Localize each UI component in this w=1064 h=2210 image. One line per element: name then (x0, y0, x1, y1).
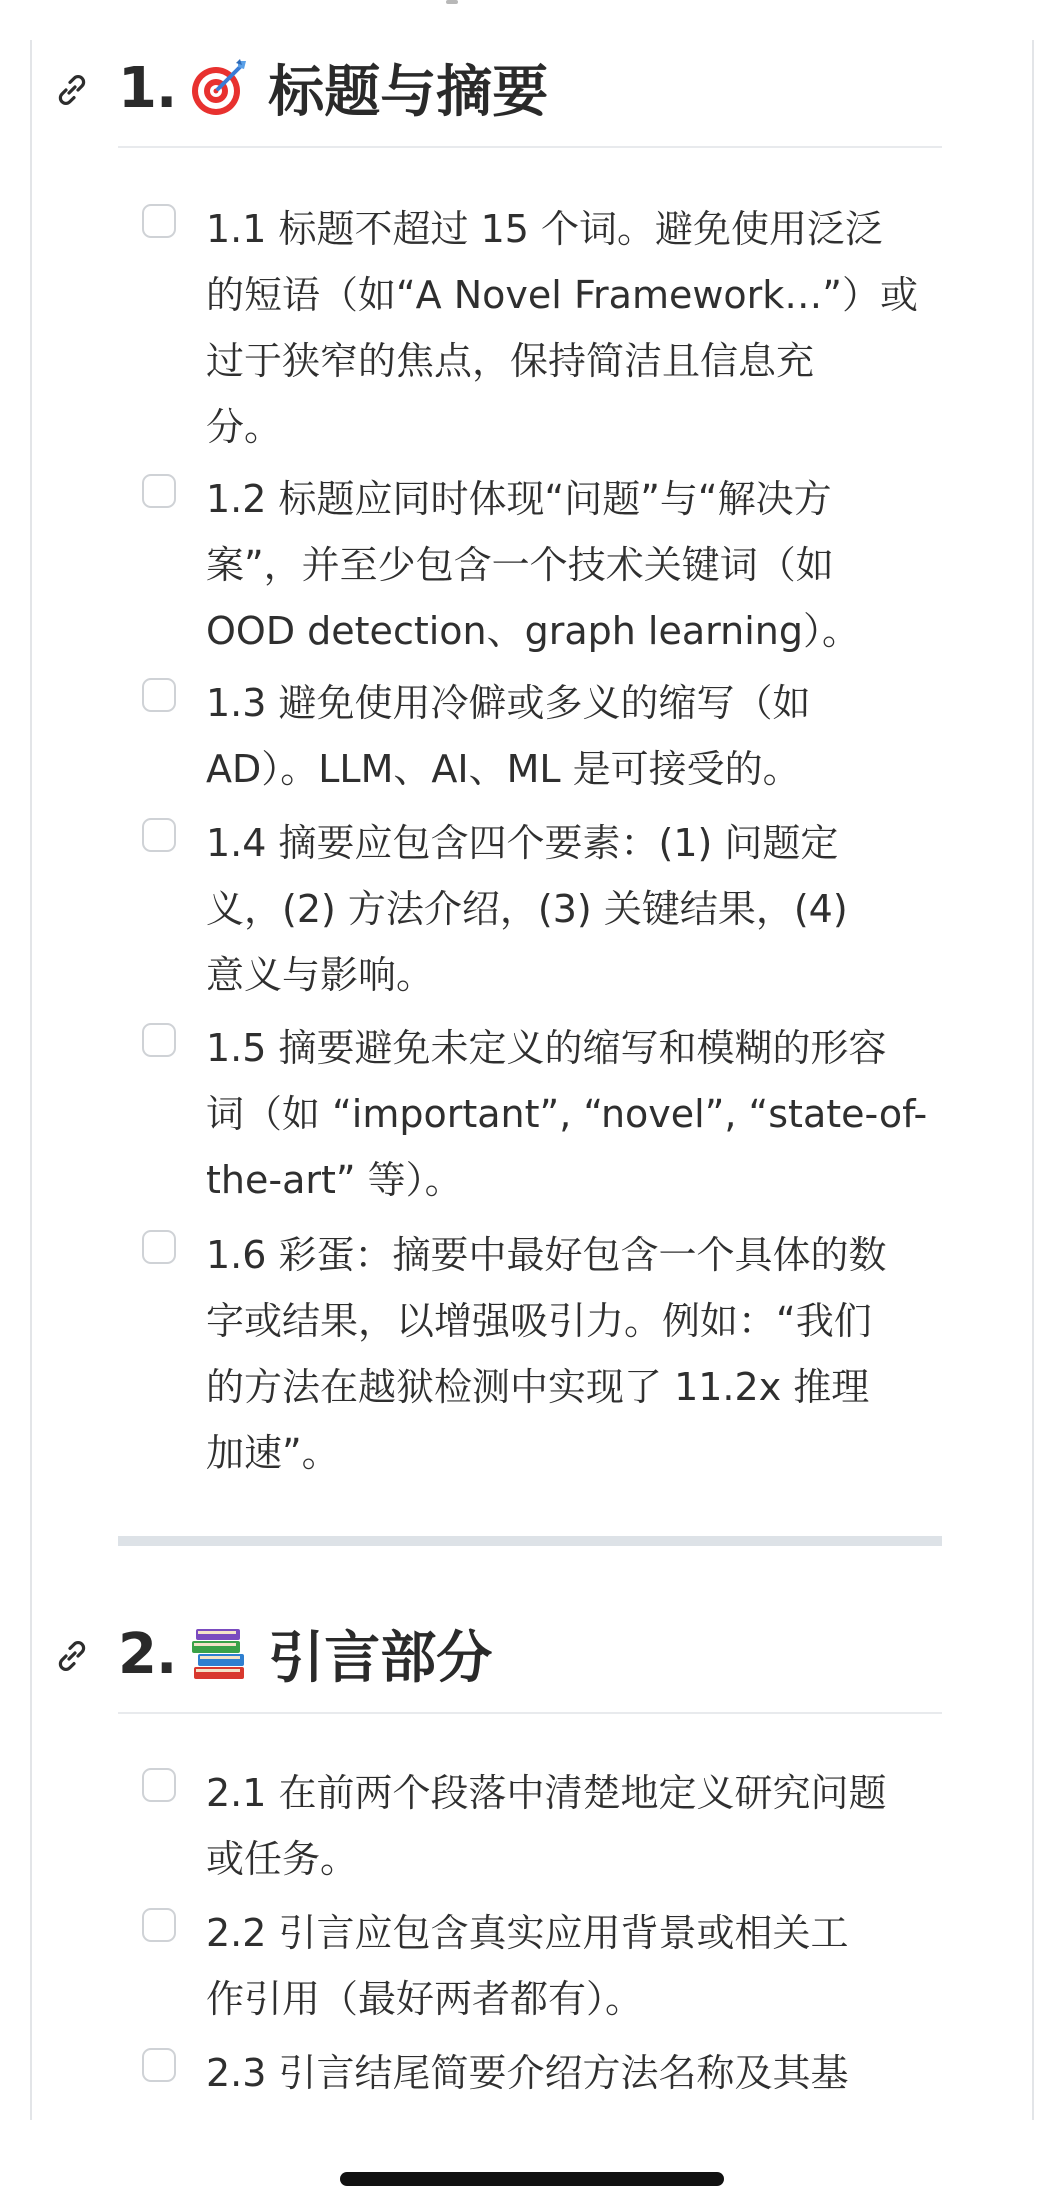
checklist-item-text: 2.3 引言结尾简要介绍方法名称及其基 (206, 2051, 849, 2095)
checklist-item-text: 2.1 在前两个段落中清楚地定义研究问题 或任务。 (206, 1771, 887, 1881)
page-left-border (30, 40, 32, 2120)
checkbox[interactable] (142, 1023, 176, 1057)
checkbox[interactable] (142, 2048, 176, 2082)
checklist-item-text: 1.2 标题应同时体现“问题”与“解决方 案”，并至少包含一个技术关键词（如 OOD detection、graph learning）。 (206, 477, 860, 653)
link-icon[interactable] (52, 1636, 92, 1676)
top-edge-mark (446, 0, 458, 4)
checkbox[interactable] (142, 1768, 176, 1802)
checklist-item-text: 2.2 引言应包含真实应用背景或相关工 作引用（最好两者都有）。 (206, 1911, 849, 2021)
checklist-item-text: 1.5 摘要避免未定义的缩写和模糊的形容 词（如 “important”, “novel”, “state-of- the-art” 等）。 (206, 1026, 928, 1202)
checkbox[interactable] (142, 678, 176, 712)
checkbox[interactable] (142, 818, 176, 852)
checkbox[interactable] (142, 474, 176, 508)
checklist-item-text: 1.6 彩蛋：摘要中最好包含一个具体的数 字或结果，以增强吸引力。例如：“我们 的方法在越狱检测中实现了 11.2x 推理 加速”。 (206, 1233, 887, 1475)
page-right-border (1032, 40, 1034, 2120)
section-title: 标题与摘要 (268, 60, 549, 125)
section-number: 2. (118, 1621, 177, 1687)
checkbox[interactable] (142, 204, 176, 238)
checkbox[interactable] (142, 1230, 176, 1264)
checkbox[interactable] (142, 1908, 176, 1942)
home-indicator[interactable] (340, 2172, 724, 2186)
section-title: 引言部分 (268, 1626, 493, 1691)
checklist-item-text: 1.4 摘要应包含四个要素：(1) 问题定 义，(2) 方法介绍，(3) 关键结果，(4) 意义与影响。 (206, 821, 848, 997)
books-icon (188, 1623, 250, 1685)
heading-divider (118, 146, 942, 148)
heading-divider (118, 1712, 942, 1714)
checklist-item-text: 1.3 避免使用冷僻或多义的缩写（如 AD）。LLM、AI、ML 是可接受的。 (206, 681, 811, 791)
dart-icon (188, 57, 250, 119)
section-1-heading (118, 48, 942, 128)
checklist-item-text: 1.1 标题不超过 15 个词。避免使用泛泛 的短语（如“A Novel Framework…”）或 过于狭窄的焦点，保持简洁且信息充 分。 (206, 207, 918, 449)
section-number: 1. (118, 55, 177, 121)
section-divider (118, 1536, 942, 1546)
link-icon[interactable] (52, 70, 92, 110)
section-2-heading (118, 1614, 942, 1694)
